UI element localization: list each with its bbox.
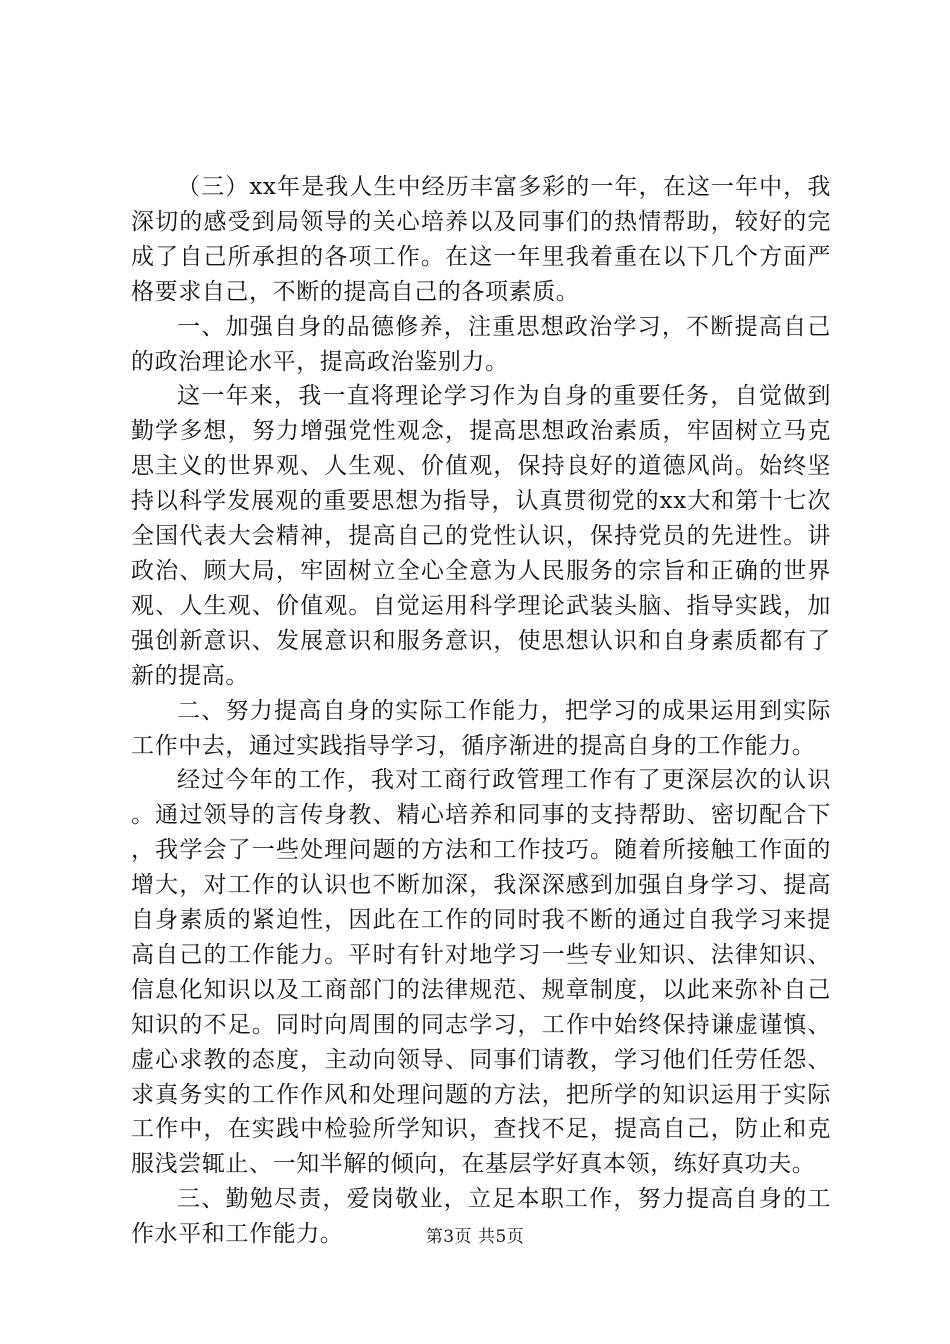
section-heading: 二、努力提高自身的实际工作能力，把学习的成果运用到实际工作中去，通过实践指导学习，循序渐进的提高自身的工作能力。 — [131, 697, 831, 759]
paragraph: 这一年来，我一直将理论学习作为自身的重要任务，自觉做到勤学多想，努力增强党性观念，提高思想政治素质，牢固树立马克思主义的世界观、人生观、价值观，保持良好的道德风尚。始终坚持以科学发展观的重要思想为指导，认真贯彻党的xx大和第十七次全国代表大会精神，提高自己的党性认识，保持党员的先进性。讲政治、顾大局，牢固树立全心全意为人民服务的宗旨和正确的世界观、人生观、价值观。自觉运用科学理论武装头脑、指导实践，加强创新意识、发展意识和服务意识，使思想认识和自身素质都有了新的提高。 — [131, 383, 831, 689]
section-heading: 三、勤勉尽责，爱岗敬业，立足本职工作，努力提高自身的工作水平和工作能力。 — [131, 1186, 831, 1248]
section-heading: 一、加强自身的品德修养，注重思想政治学习，不断提高自己的政治理论水平，提高政治鉴别力。 — [131, 313, 831, 375]
paragraph: 经过今年的工作，我对工商行政管理工作有了更深层次的认识。通过领导的言传身教、精心培养和同事的支持帮助、密切配合下，我学会了一些处理问题的方法和工作技巧。随着所接触工作面的增大，对工作的认识也不断加深，我深深感到加强自身学习、提高自身素质的紧迫性，因此在工作的同时我不断的通过自我学习来提高自己的工作能力。平时有针对地学习一些专业知识、法律知识、信息化知识以及工商部门的法律规范、规章制度，以此来弥补自己知识的不足。同时向周围的同志学习，工作中始终保持谦虚谨慎、虚心求教的态度，主动向领导、同事们请教，学习他们任劳任怨、求真务实的工作作风和处理问题的方法，把所学的知识运用于实际工作中，在实践中检验所学知识，查找不足，提高自己，防止和克服浅尝辄止、一知半解的倾向，在基层学好真本领，练好真功夫。 — [131, 767, 831, 1178]
paragraph: （三）xx年是我人生中经历丰富多彩的一年，在这一年中，我深切的感受到局领导的关心培养以及同事们的热情帮助，较好的完成了自己所承担的各项工作。在这一年里我着重在以下几个方面严格要求自己，不断的提高自己的各项素质。 — [131, 174, 831, 305]
page-number-footer: 第3页 共5页 — [425, 1227, 525, 1247]
document-body — [131, 170, 831, 1252]
